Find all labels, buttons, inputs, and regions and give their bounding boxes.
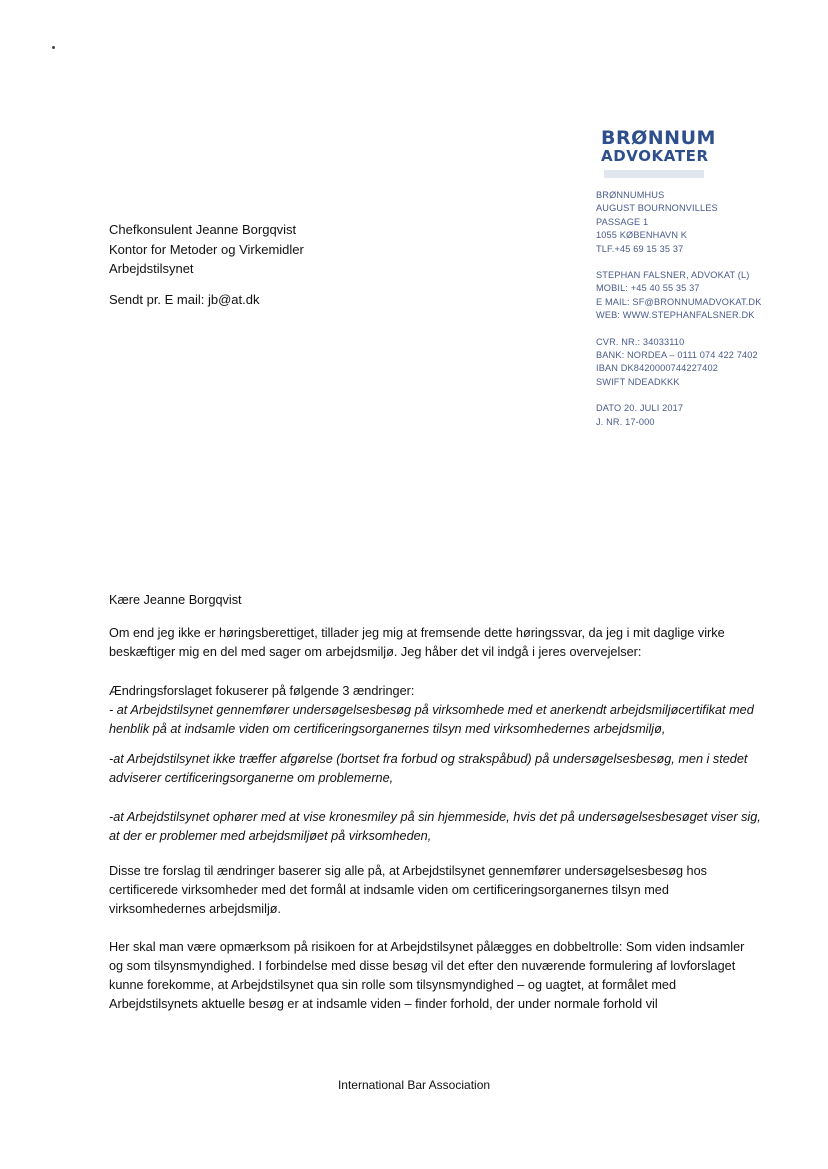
risk-text: Her skal man være opmærksom på risikoen for at Arbejdstilsynet pålægges en dobbeltrolle: Som viden indsamler og som tilsynsmyndighed. I forbindelse med disse besøg vil det efter den nuværende formulering af lovforslaget kunne forekomme, at Arbejdstilsynet qua sin rolle som tilsynsmyndighed – og uagtet, at formålet med Arbejdstilsynets aktuelle besøg er at indsamle viden – finder forhold, der under normale forhold vil bbox=[109, 940, 745, 1011]
recipient-line: Kontor for Metoder og Virkemidler bbox=[109, 241, 304, 257]
basis-text: Disse tre forslag til ændringer baserer sig alle på, at Arbejdstilsynet gennemfører undersøgelsesbesøg hos certificerede virksomheder med det formål at indsamle viden om certificeringsorganernes tilsyn med virksomhedernes arbejdsmiljø. bbox=[109, 864, 708, 916]
address-line: TLF.+45 69 15 35 37 bbox=[596, 243, 684, 254]
change-item-1: - at Arbejdstilsynet gennemfører undersøgelsesbesøg på virksomhede med et anerkendt arbejdsmiljøcertifikat med henblik på at indsamle viden om certificeringsorganernes tilsyn med virksomhedernes arbejdsmiljø, bbox=[109, 703, 754, 736]
contact-line: STEPHAN FALSNER, ADVOKAT (L) bbox=[596, 270, 750, 281]
recipient-line: Arbejdstilsynet bbox=[109, 261, 194, 276]
bank-line: IBAN DK8420000744227402 bbox=[596, 363, 718, 374]
contact-line: WEB: WWW.STEPHANFALSNER.DK bbox=[596, 310, 755, 321]
bank-block bbox=[596, 336, 816, 390]
changes-heading: Ændringsforslaget fokuserer på følgende 3 ændringer: bbox=[109, 684, 415, 698]
intro-text: Om end jeg ikke er høringsberettiget, tillader jeg mig at fremsende dette høringssvar, da jeg i mit daglige virke beskæftiger mig en del med sager om arbejdsmiljø. Jeg håber det vil indgå i jeres overvejelser: bbox=[109, 626, 725, 659]
footer-text: International Bar Association bbox=[337, 1078, 491, 1092]
change-item-3-block bbox=[109, 808, 761, 846]
address-line: BRØNNUMHUS bbox=[596, 190, 665, 200]
journal-number: J. NR. 17-000 bbox=[596, 416, 655, 427]
basis-paragraph bbox=[109, 862, 761, 919]
recipient-line: Chefkonsulent Jeanne Borgqvist bbox=[109, 222, 297, 237]
address-block bbox=[596, 189, 816, 256]
contact-line: MOBIL: +45 40 55 35 37 bbox=[596, 283, 700, 294]
risk-paragraph bbox=[109, 938, 761, 1014]
intro-paragraph bbox=[109, 624, 761, 662]
change-item-2-block bbox=[109, 750, 761, 788]
bank-line: SWIFT NDEADKKK bbox=[596, 376, 680, 387]
scan-speck bbox=[52, 46, 55, 49]
contact-block bbox=[596, 269, 816, 323]
address-line: PASSAGE 1 bbox=[596, 216, 649, 227]
changes-section bbox=[109, 682, 761, 739]
date-line: DATO 20. JULI 2017 bbox=[596, 403, 684, 414]
address-line: AUGUST BOURNONVILLES bbox=[596, 203, 718, 214]
reference-block bbox=[596, 402, 816, 429]
letterhead-sidebar bbox=[596, 189, 816, 442]
contact-line: E MAIL: SF@BRONNUMADVOKAT.DK bbox=[596, 296, 762, 307]
firm-logo bbox=[601, 128, 716, 164]
logo-underline bbox=[604, 170, 704, 178]
bank-line: BANK: NORDEA – 0111 074 422 7402 bbox=[596, 350, 758, 361]
logo-line-1: BRØNNUM bbox=[601, 127, 716, 149]
recipient-block bbox=[109, 220, 304, 279]
sent-line: Sendt pr. E mail: jb@at.dk bbox=[109, 292, 260, 307]
change-item-2: -at Arbejdstilsynet ikke træffer afgørelse (bortset fra forbud og strakspåbud) på undersøgelsesbesøg, men i stedet adviserer certificeringsorganerne om problemerne, bbox=[109, 752, 748, 785]
greeting: Kære Jeanne Borgqvist bbox=[109, 593, 242, 607]
logo-line-2: ADVOKATER bbox=[601, 147, 709, 165]
change-item-3: -at Arbejdstilsynet ophører med at vise kronesmiley på sin hjemmeside, hvis det på undersøgelsesbesøget viser sig, at der er problemer med arbejdsmiljøet på virksomheden, bbox=[109, 810, 761, 843]
bank-line: CVR. NR.: 34033110 bbox=[596, 336, 685, 347]
address-line: 1055 KØBENHAVN K bbox=[596, 230, 688, 241]
